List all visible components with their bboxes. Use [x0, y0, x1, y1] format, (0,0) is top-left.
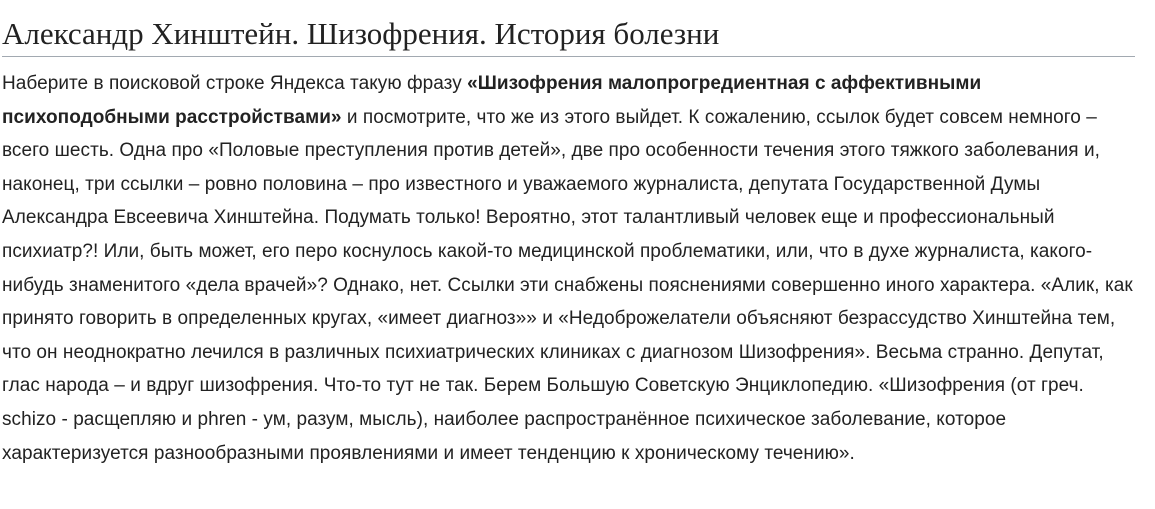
- search-query-phrase: «Шизофрения малопрогредиентная с аффективными психоподобными расстройствами»: [2, 73, 982, 128]
- paragraph-intro-text: Наберите в поисковой строке Яндекса такую фразу: [2, 73, 468, 94]
- paragraph-main-text: и посмотрите, что же из этого выйдет. К сожалению, ссылок будет совсем немного – всего шесть. Одна про «Половые преступления против детей», две про особенности течения этого тяжкого заболевания и, наконец, три ссылки – ровно половина – про известного и уважаемого журналиста, депутата Государственной Думы Александра Евсеевича Хинштейна. Подумать только! Вероятно, этот талантливый человек еще и профессиональный психиатр?! Или, быть может, его перо коснулось какой-то медицинской проблематики, или, что в духе журналиста, какого-нибудь знаменитого «дела врачей»? Однако, нет. Ссылки эти снабжены пояснениями совершенно иного характера. «Алик, как принято говорить в определенных кругах, «имеет диагноз»» и «Недоброжелатели объясняют безрассудство Хинштейна тем, что он неоднократно лечился в различных психиатрических клиниках с диагнозом Шизофрения». Весьма странно. Депутат, глас народа – и вдруг шизофрения. Что-то тут не так. Берем Большую Советскую Энциклопедию. «Шизофрения (от греч. schizo - расщепляю и phren - ум, разум, мысль), наиболее распространённое психическое заболевание, которое характеризуется разнообразными проявлениями и имеет тенденцию к хроническому течению».: [2, 106, 1133, 464]
- article-title: Александр Хинштейн. Шизофрения. История болезни: [2, 0, 1135, 57]
- article: [2, 0, 1135, 470]
- article-paragraph: [2, 67, 1135, 470]
